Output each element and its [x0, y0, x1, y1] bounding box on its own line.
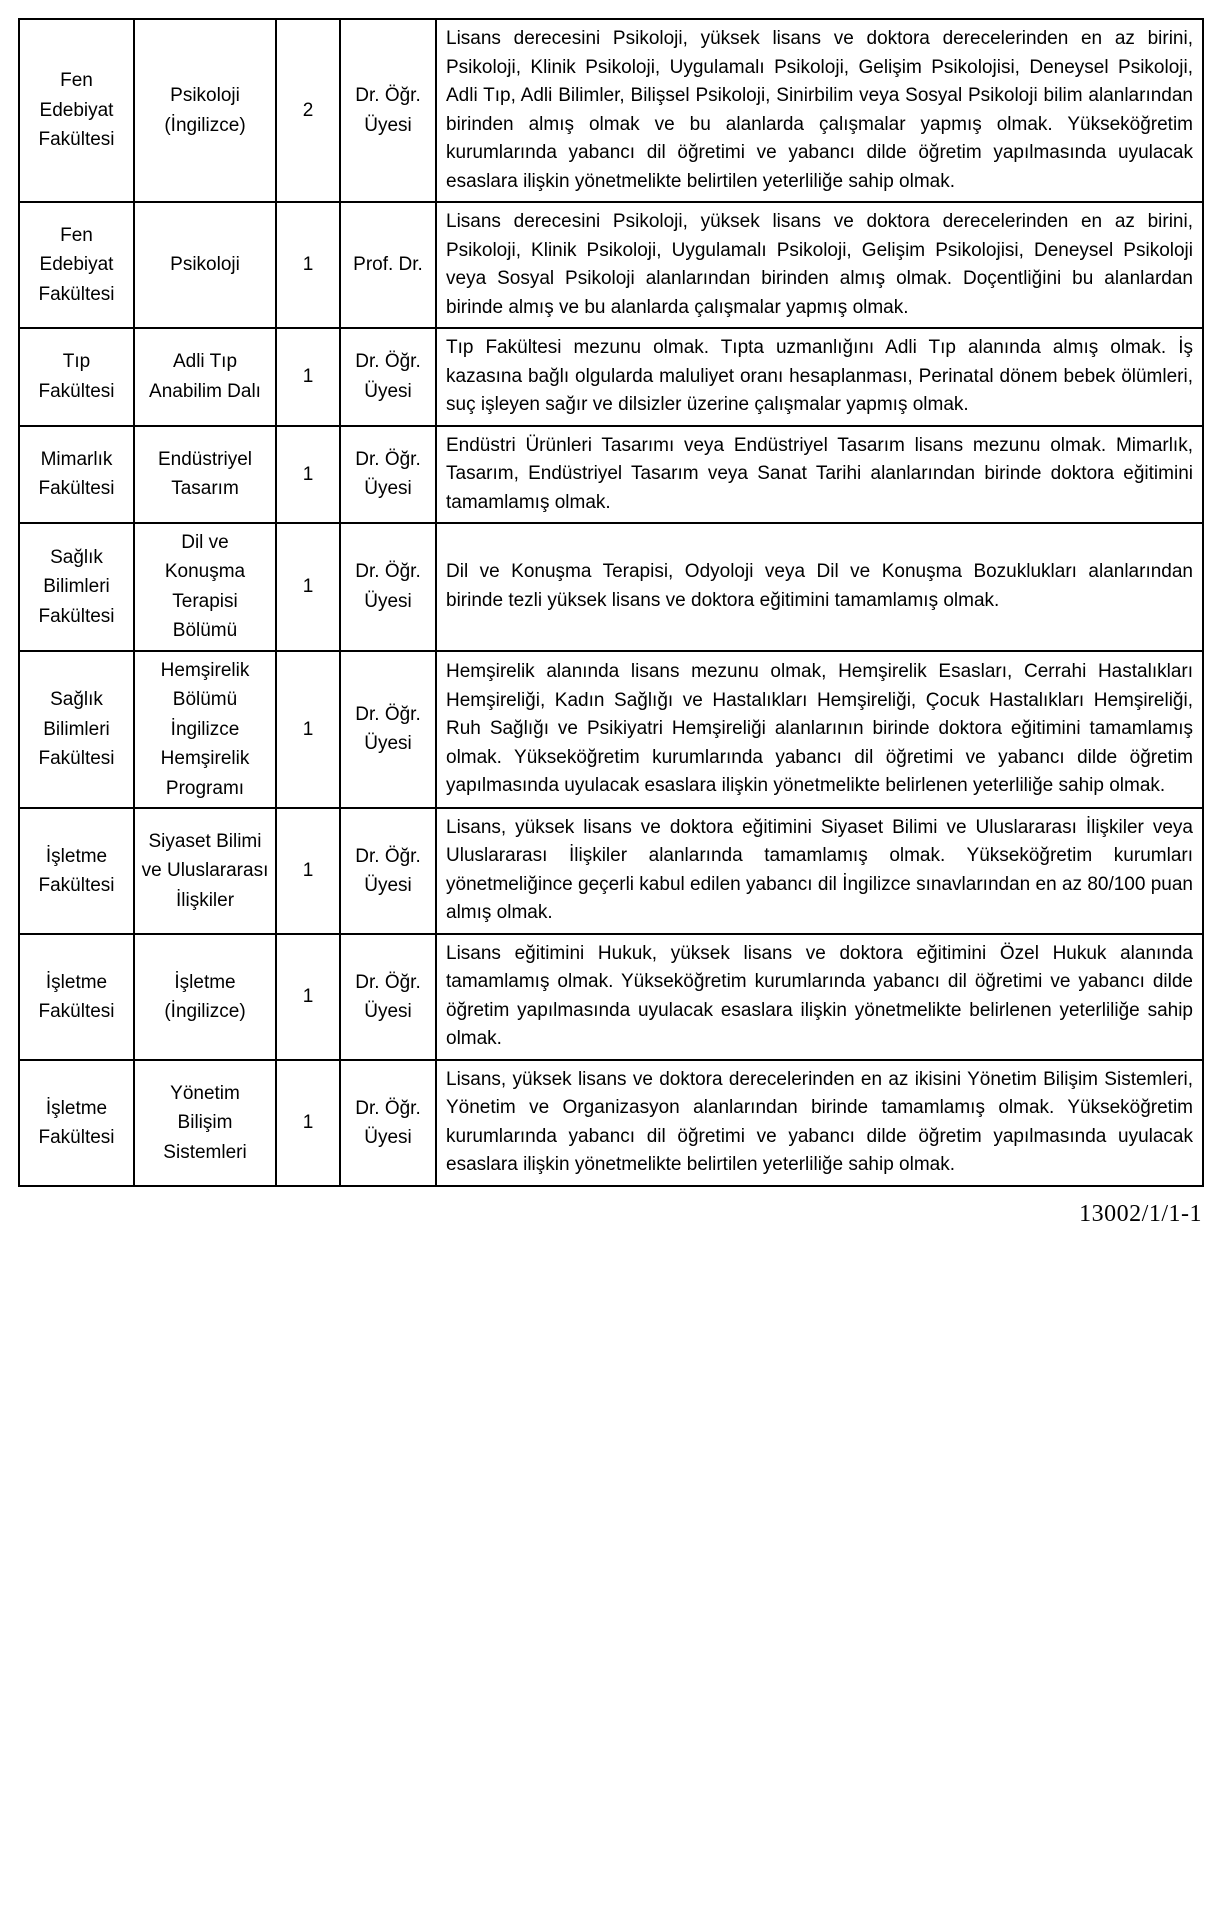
count-cell: 1 — [276, 328, 340, 426]
department-cell: Siyaset Bilimi ve Uluslararası İlişkiler — [134, 808, 276, 934]
table-row — [19, 523, 1203, 651]
department-cell: Endüstriyel Tasarım — [134, 426, 276, 524]
faculty-cell: Sağlık Bilimleri Fakültesi — [19, 651, 134, 808]
title-cell: Dr. Öğr. Üyesi — [340, 523, 436, 651]
table-row — [19, 934, 1203, 1060]
title-cell: Prof. Dr. — [340, 202, 436, 328]
count-cell: 1 — [276, 202, 340, 328]
description-cell: Lisans eğitimini Hukuk, yüksek lisans ve doktora eğitimini Özel Hukuk alanında tamamlamış olmak. Yükseköğretim kurumlarında yabancı dil öğretimi ve yabancı dilde öğretim yapılmasında uyulacak esaslara ilişkin yönetmelikte belirlenen yeterliliğe sahip olmak. — [436, 934, 1203, 1060]
department-cell: Adli Tıp Anabilim Dalı — [134, 328, 276, 426]
title-cell: Dr. Öğr. Üyesi — [340, 934, 436, 1060]
title-cell: Dr. Öğr. Üyesi — [340, 651, 436, 808]
department-cell: Psikoloji — [134, 202, 276, 328]
table-row — [19, 426, 1203, 524]
faculty-cell: Fen Edebiyat Fakültesi — [19, 19, 134, 202]
table-row — [19, 19, 1203, 202]
faculty-cell: İşletme Fakültesi — [19, 1060, 134, 1186]
description-cell: Lisans, yüksek lisans ve doktora derecelerinden en az ikisini Yönetim Bilişim Sistemleri, Yönetim ve Organizasyon alanlarından birinde tamamlamış olmak. Yükseköğretim kurumlarında yabancı dil öğretimi ve yabancı dilde öğretim yapılmasında uyulacak esaslara ilişkin yönetmelikte belirtilen yeterliliğe sahip olmak. — [436, 1060, 1203, 1186]
faculty-cell: Fen Edebiyat Fakültesi — [19, 202, 134, 328]
department-cell: Yönetim Bilişim Sistemleri — [134, 1060, 276, 1186]
count-cell: 1 — [276, 1060, 340, 1186]
description-cell: Lisans, yüksek lisans ve doktora eğitimini Siyaset Bilimi ve Uluslararası İlişkiler veya Uluslararası İlişkiler alanlarında tamamlamış olmak. Yükseköğretim kurumları yönetmeliğince geçerli kabul edilen yabancı dil İngilizce sınavlarından en az 80/100 puan almış olmak. — [436, 808, 1203, 934]
count-cell: 1 — [276, 934, 340, 1060]
table-row — [19, 651, 1203, 808]
department-cell: Hemşirelik Bölümü İngilizce Hemşirelik Programı — [134, 651, 276, 808]
table-row — [19, 328, 1203, 426]
count-cell: 1 — [276, 651, 340, 808]
document-number: 13002/1/1-1 — [1079, 1200, 1202, 1227]
description-cell: Lisans derecesini Psikoloji, yüksek lisans ve doktora derecelerinden en az birini, Psikoloji, Klinik Psikoloji, Uygulamalı Psikoloji, Gelişim Psikolojisi, Deneysel Psikoloji veya Sosyal Psikoloji alanlarından birinden almış olmak. Doçentliğini bu alanlardan birinde almış ve bu alanlarda çalışmalar yapmış olmak. — [436, 202, 1203, 328]
description-cell: Endüstri Ürünleri Tasarımı veya Endüstriyel Tasarım lisans mezunu olmak. Mimarlık, Tasarım, Endüstriyel Tasarım veya Sanat Tarihi alanlarından birinde doktora eğitimini tamamlamış olmak. — [436, 426, 1203, 524]
title-cell: Dr. Öğr. Üyesi — [340, 19, 436, 202]
title-cell: Dr. Öğr. Üyesi — [340, 808, 436, 934]
faculty-cell: Sağlık Bilimleri Fakültesi — [19, 523, 134, 651]
table-row — [19, 202, 1203, 328]
description-cell: Dil ve Konuşma Terapisi, Odyoloji veya Dil ve Konuşma Bozuklukları alanlarından birinde tezli yüksek lisans ve doktora eğitimini tamamlamış olmak. — [436, 523, 1203, 651]
count-cell: 2 — [276, 19, 340, 202]
count-cell: 1 — [276, 808, 340, 934]
faculty-cell: Tıp Fakültesi — [19, 328, 134, 426]
description-cell: Hemşirelik alanında lisans mezunu olmak, Hemşirelik Esasları, Cerrahi Hastalıkları Hemşireliği, Kadın Sağlığı ve Hastalıkları Hemşireliği, Çocuk Hastalıkları Hemşireliği, Ruh Sağlığı ve Psikiyatri Hemşireliği alanlarının birinde doktora eğitimini tamamlamış olmak. Yükseköğretim kurumlarında yabancı dil öğretimi ve yabancı dilde öğretim yapılmasında uyulacak esaslara ilişkin yönetmelikte belirlenen yeterliliğe sahip olmak. — [436, 651, 1203, 808]
faculty-cell: Mimarlık Fakültesi — [19, 426, 134, 524]
title-cell: Dr. Öğr. Üyesi — [340, 328, 436, 426]
faculty-cell: İşletme Fakültesi — [19, 934, 134, 1060]
count-cell: 1 — [276, 426, 340, 524]
department-cell: İşletme (İngilizce) — [134, 934, 276, 1060]
description-cell: Tıp Fakültesi mezunu olmak. Tıpta uzmanlığını Adli Tıp alanında almış olmak. İş kazasına bağlı olgularda maluliyet oranı hesaplanması, Perinatal dönem bebek ölümleri, suç işleyen sağır ve dilsizler üzerine çalışmalar yapmış olmak. — [436, 328, 1203, 426]
table-row — [19, 1060, 1203, 1186]
department-cell: Dil ve Konuşma Terapisi Bölümü — [134, 523, 276, 651]
title-cell: Dr. Öğr. Üyesi — [340, 426, 436, 524]
count-cell: 1 — [276, 523, 340, 651]
department-cell: Psikoloji (İngilizce) — [134, 19, 276, 202]
table-row — [19, 808, 1203, 934]
positions-table — [18, 18, 1204, 1187]
faculty-cell: İşletme Fakültesi — [19, 808, 134, 934]
title-cell: Dr. Öğr. Üyesi — [340, 1060, 436, 1186]
description-cell: Lisans derecesini Psikoloji, yüksek lisans ve doktora derecelerinden en az birini, Psikoloji, Klinik Psikoloji, Uygulamalı Psikoloji, Gelişim Psikolojisi, Deneysel Psikoloji, Adli Tıp, Adli Bilimler, Bilişsel Psikoloji, Sinirbilim veya Sosyal Psikoloji bilim alanlarından birinden almış olmak ve bu alanlarda çalışmalar yapmış olmak. Yükseköğretim kurumlarında yabancı dil öğretimi ve yabancı dilde öğretim yapılmasında uyulacak esaslara ilişkin yönetmelikte belirtilen yeterliliğe sahip olmak. — [436, 19, 1203, 202]
